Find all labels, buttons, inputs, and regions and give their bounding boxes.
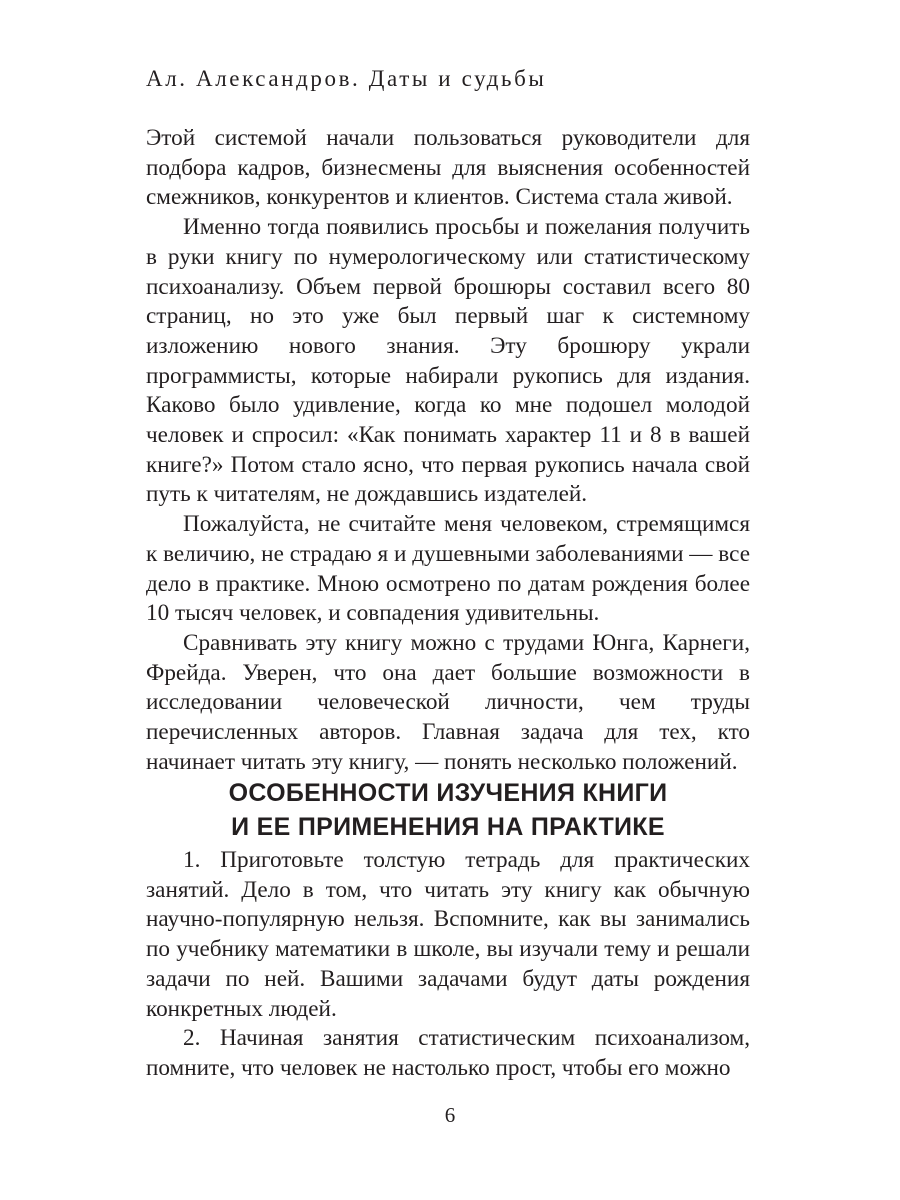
numbered-point: 1. Приготовьте толстую тетрадь для практических занятий. Дело в том, что читать эту книгу как обычную научно-популярную нельзя. Вспомните, как вы занимались по учебнику математики в школе, вы изучали тему и решали задачи по ней. Вашими задачами будут даты рождения конкретных людей. (146, 847, 750, 1022)
numbered-list (146, 846, 750, 1084)
body-text (146, 124, 750, 777)
paragraph-continuation: Этой системой начали пользоваться руководители для подбора кадров, бизнесмены для выяснения особенностей смежников, конкурентов и клиентов. Система стала живой. (146, 125, 750, 211)
running-head: Ал. Александров. Даты и судьбы (146, 66, 547, 91)
section-heading-line-2: И ЕЕ ПРИМЕНЕНИЯ НА ПРАКТИКЕ (231, 813, 665, 841)
paragraph: Сравнивать эту книгу можно с трудами Юнга, Карнеги, Фрейда. Уверен, что она дает большие возможности в исследовании человеческой личности, чем труды перечисленных авторов. Главная задача для тех, кто начинает читать эту книгу, — понять несколько положений. (146, 629, 750, 775)
page-number: 6 (444, 1103, 456, 1127)
paragraph: Именно тогда появились просьбы и пожелания получить в руки книгу по нумерологическому или статистическому психоанализу. Объем первой брошюры составил всего 80 страниц, но это уже был первый шаг к системному изложению нового знания. Эту брошюру украли программисты, которые набирали рукопись для издания. Каково было удивление, когда ко мне подошел молодой человек и спросил: «Как понимать характер 11 и 8 в вашей книге?» Потом стало ясно, что первая рукопись начала свой путь к читателям, не дождавшись издателей. (146, 214, 750, 508)
section-heading-line-1: ОСОБЕННОСТИ ИЗУЧЕНИЯ КНИГИ (228, 779, 668, 807)
numbered-point: 2. Начиная занятия статистическим психоанализом, помните, что человек не настолько прост, чтобы его можно (146, 1025, 750, 1081)
section-heading (146, 776, 750, 844)
paragraph: Пожалуйста, не считайте меня человеком, стремящимся к величию, не страдаю я и душевными заболеваниями — все дело в практике. Мною осмотрено по датам рождения более 10 тысяч человек, и совпадения удивительны. (146, 511, 750, 627)
